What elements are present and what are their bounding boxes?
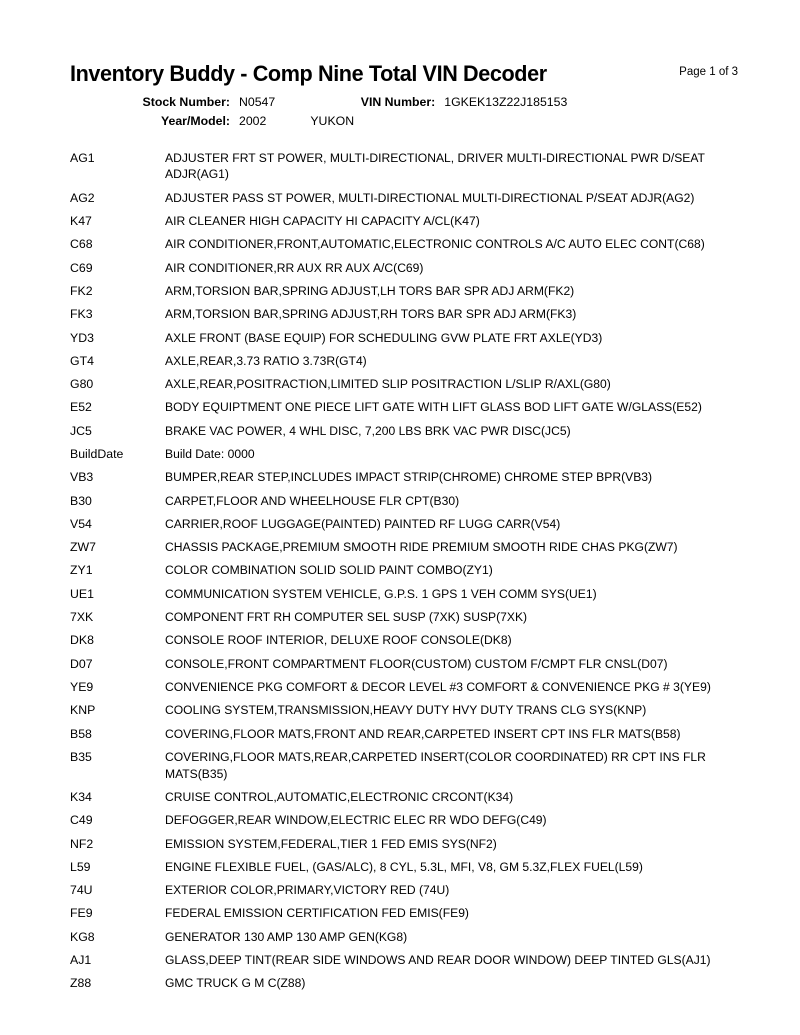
option-code: VB3: [70, 470, 94, 485]
option-row: [70, 469, 740, 486]
option-code: L59: [70, 859, 91, 874]
vehicle-meta: [70, 95, 740, 133]
option-code: UE1: [70, 586, 94, 601]
page-indicator: Page 1 of 3: [679, 66, 738, 78]
option-code: DK8: [70, 633, 94, 648]
option-code: GT4: [70, 353, 94, 368]
vin-number-label: VIN Number:: [360, 94, 436, 109]
meta-row-year-model: [70, 114, 740, 133]
option-row: [70, 586, 740, 603]
year-model-label: Year/Model:: [160, 113, 230, 128]
option-code: NF2: [70, 836, 94, 851]
option-row: [70, 789, 740, 806]
option-row: [70, 399, 740, 416]
option-description: AXLE,REAR,3.73 RATIO 3.73R(GT4): [165, 353, 367, 368]
option-description: COOLING SYSTEM,TRANSMISSION,HEAVY DUTY HVY DUTY TRANS CLG SYS(KNP): [165, 703, 647, 718]
option-row: [70, 882, 740, 899]
option-row: [70, 260, 740, 277]
vin-number-group: [275, 95, 567, 109]
option-code: B35: [70, 749, 92, 764]
option-description: BODY EQUIPTMENT ONE PIECE LIFT GATE WITH LIFT GLASS BOD LIFT GATE W/GLASS(E52): [165, 400, 702, 415]
year-value: 2002: [239, 113, 267, 128]
option-description: ADJUSTER FRT ST POWER, MULTI-DIRECTIONAL, DRIVER MULTI-DIRECTIONAL PWR D/SEAT ADJR(AG1): [165, 150, 705, 182]
option-description: COMPONENT FRT RH COMPUTER SEL SUSP (7XK) SUSP(7XK): [165, 610, 528, 625]
option-code: YE9: [70, 679, 94, 694]
option-row: [70, 283, 740, 300]
option-description: AIR CONDITIONER,FRONT,AUTOMATIC,ELECTRONIC CONTROLS A/C AUTO ELEC CONT(C68): [165, 237, 705, 252]
option-code: AG1: [70, 150, 95, 165]
option-row: [70, 836, 740, 853]
vin-number-value: 1GKEK13Z22J185153: [444, 94, 568, 109]
option-row: [70, 609, 740, 626]
option-code: FK2: [70, 283, 93, 298]
option-code: 74U: [70, 883, 93, 898]
option-code: AJ1: [70, 953, 92, 968]
option-code: E52: [70, 400, 92, 415]
option-code: FE9: [70, 906, 93, 921]
option-description: CARRIER,ROOF LUGGAGE(PAINTED) PAINTED RF LUGG CARR(V54): [165, 516, 561, 531]
option-row: [70, 190, 740, 207]
option-description: DEFOGGER,REAR WINDOW,ELECTRIC ELEC RR WDO DEFG(C49): [165, 813, 547, 828]
option-code: 7XK: [70, 610, 94, 625]
option-description: CONSOLE,FRONT COMPARTMENT FLOOR(CUSTOM) CUSTOM F/CMPT FLR CNSL(D07): [165, 656, 668, 671]
option-description: COMMUNICATION SYSTEM VEHICLE, G.P.S. 1 GPS 1 VEH COMM SYS(UE1): [165, 586, 597, 601]
title-row: [70, 62, 740, 86]
option-code: B30: [70, 493, 92, 508]
option-code: ZW7: [70, 540, 96, 555]
option-description: COLOR COMBINATION SOLID SOLID PAINT COMBO(ZY1): [165, 563, 493, 578]
option-row: [70, 213, 740, 230]
option-row: [70, 702, 740, 719]
option-code: Z88: [70, 976, 92, 991]
option-description: CONSOLE ROOF INTERIOR, DELUXE ROOF CONSOLE(DK8): [165, 633, 512, 648]
option-row: [70, 150, 740, 184]
option-code: YD3: [70, 330, 94, 345]
option-description: CHASSIS PACKAGE,PREMIUM SMOOTH RIDE PREMIUM SMOOTH RIDE CHAS PKG(ZW7): [165, 540, 678, 555]
option-code: K34: [70, 789, 92, 804]
option-description: CRUISE CONTROL,AUTOMATIC,ELECTRONIC CRCONT(K34): [165, 789, 514, 804]
option-description: COVERING,FLOOR MATS,FRONT AND REAR,CARPETED INSERT CPT INS FLR MATS(B58): [165, 726, 681, 741]
option-row: [70, 353, 740, 370]
option-code: D07: [70, 656, 93, 671]
option-code: FK3: [70, 307, 93, 322]
option-description: GENERATOR 130 AMP 130 AMP GEN(KG8): [165, 929, 408, 944]
option-description: GMC TRUCK G M C(Z88): [165, 976, 306, 991]
stock-number-group: [70, 95, 275, 109]
option-row: [70, 423, 740, 440]
option-row: [70, 539, 740, 556]
option-row: [70, 562, 740, 579]
option-code: B58: [70, 726, 92, 741]
option-code: C68: [70, 237, 93, 252]
option-row: [70, 812, 740, 829]
option-row: [70, 859, 740, 876]
option-description: BUMPER,REAR STEP,INCLUDES IMPACT STRIP(CHROME) CHROME STEP BPR(VB3): [165, 470, 653, 485]
option-row: [70, 236, 740, 253]
option-row: [70, 975, 740, 992]
option-description: AXLE,REAR,POSITRACTION,LIMITED SLIP POSITRACTION L/SLIP R/AXL(G80): [165, 377, 611, 392]
option-description: CARPET,FLOOR AND WHEELHOUSE FLR CPT(B30): [165, 493, 460, 508]
option-row: [70, 632, 740, 649]
model-value: YUKON: [310, 113, 355, 128]
option-row: [70, 376, 740, 393]
option-description: GLASS,DEEP TINT(REAR SIDE WINDOWS AND REAR DOOR WINDOW) DEEP TINTED GLS(AJ1): [165, 953, 711, 968]
option-row: [70, 952, 740, 969]
option-row: [70, 493, 740, 510]
option-code: V54: [70, 516, 92, 531]
option-row: [70, 905, 740, 922]
option-row: [70, 516, 740, 533]
option-code: KG8: [70, 929, 95, 944]
stock-number-label: Stock Number:: [142, 94, 230, 109]
option-code: G80: [70, 377, 94, 392]
option-row: [70, 929, 740, 946]
option-row: [70, 446, 740, 463]
option-code: C49: [70, 813, 93, 828]
option-description: EMISSION SYSTEM,FEDERAL,TIER 1 FED EMIS SYS(NF2): [165, 836, 497, 851]
option-description: FEDERAL EMISSION CERTIFICATION FED EMIS(FE9): [165, 906, 469, 921]
option-description: BRAKE VAC POWER, 4 WHL DISC, 7,200 LBS BRK VAC PWR DISC(JC5): [165, 423, 571, 438]
option-row: [70, 330, 740, 347]
option-row: [70, 749, 740, 783]
option-row: [70, 679, 740, 696]
option-description: ADJUSTER PASS ST POWER, MULTI-DIRECTIONAL MULTI-DIRECTIONAL P/SEAT ADJR(AG2): [165, 190, 695, 205]
option-description: Build Date: 0000: [165, 446, 255, 461]
option-description: ENGINE FLEXIBLE FUEL, (GAS/ALC), 8 CYL, 5.3L, MFI, V8, GM 5.3Z,FLEX FUEL(L59): [165, 859, 643, 874]
meta-row-stock-vin: [70, 95, 740, 114]
option-code: BuildDate: [70, 446, 124, 461]
option-description: CONVENIENCE PKG COMFORT & DECOR LEVEL #3 COMFORT & CONVENIENCE PKG # 3(YE9): [165, 679, 711, 694]
stock-number-value: N0547: [239, 94, 276, 109]
document-header: [0, 0, 800, 133]
option-description: ARM,TORSION BAR,SPRING ADJUST,RH TORS BAR SPR ADJ ARM(FK3): [165, 307, 577, 322]
option-code: JC5: [70, 423, 92, 438]
option-description: AIR CLEANER HIGH CAPACITY HI CAPACITY A/CL(K47): [165, 214, 480, 229]
option-row: [70, 726, 740, 743]
option-description: EXTERIOR COLOR,PRIMARY,VICTORY RED (74U): [165, 883, 450, 898]
option-description: COVERING,FLOOR MATS,REAR,CARPETED INSERT(COLOR COORDINATED) RR CPT INS FLR MATS(B35): [165, 749, 706, 781]
option-code: C69: [70, 260, 93, 275]
option-row: [70, 656, 740, 673]
option-code: KNP: [70, 703, 96, 718]
option-code-list: [0, 150, 800, 992]
option-description: AIR CONDITIONER,RR AUX RR AUX A/C(C69): [165, 260, 424, 275]
option-row: [70, 306, 740, 323]
option-code: AG2: [70, 190, 95, 205]
option-description: ARM,TORSION BAR,SPRING ADJUST,LH TORS BAR SPR ADJ ARM(FK2): [165, 283, 575, 298]
option-description: AXLE FRONT (BASE EQUIP) FOR SCHEDULING GVW PLATE FRT AXLE(YD3): [165, 330, 603, 345]
page-title: Inventory Buddy - Comp Nine Total VIN Decoder: [70, 61, 547, 86]
option-code: K47: [70, 214, 92, 229]
option-code: ZY1: [70, 563, 93, 578]
